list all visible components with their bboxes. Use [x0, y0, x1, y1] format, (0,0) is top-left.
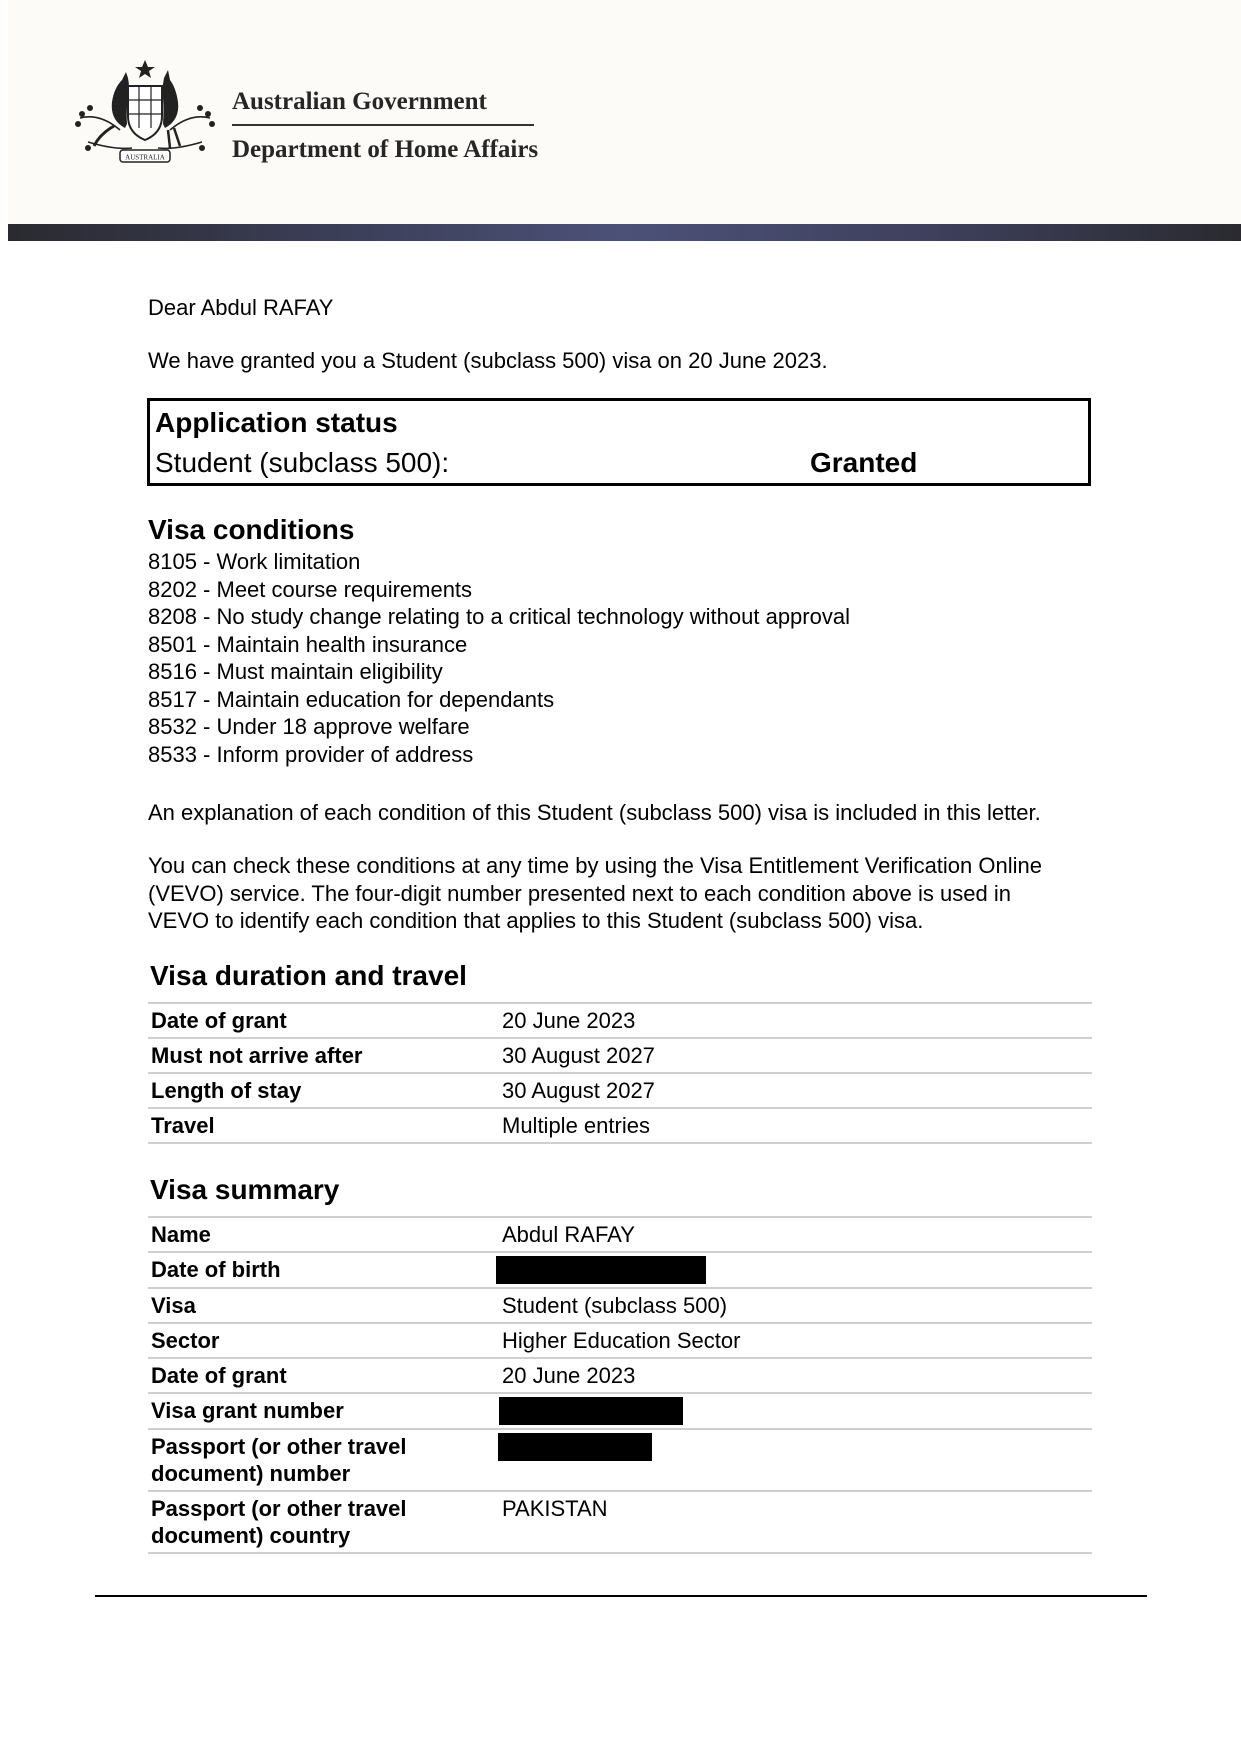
- row-label: Date of grant: [148, 1358, 499, 1393]
- application-status-label: Student (subclass 500):: [155, 447, 450, 478]
- row-label: Name: [148, 1217, 499, 1252]
- row-label: Date of birth: [148, 1252, 499, 1288]
- redaction-block: [499, 1397, 683, 1425]
- table-row: [148, 1217, 1092, 1252]
- table-row: [148, 1323, 1092, 1358]
- condition-item: 8202 - Meet course requirements: [148, 576, 473, 602]
- condition-item: 8517 - Maintain education for dependants: [148, 686, 555, 712]
- row-label: Passport (or other travel document) number: [148, 1429, 499, 1491]
- row-value: 20 June 2023: [499, 1003, 1092, 1038]
- table-row: [148, 1358, 1092, 1393]
- row-label: Visa: [148, 1288, 499, 1323]
- condition-item: 8516 - Must maintain eligibility: [148, 659, 443, 684]
- table-row: [148, 1288, 1092, 1323]
- footer-divider: [95, 1595, 1147, 1597]
- condition-item: 8501 - Maintain health insurance: [148, 631, 468, 657]
- application-status-box: [147, 398, 1091, 486]
- row-value: Student (subclass 500): [499, 1288, 1092, 1323]
- row-label: Must not arrive after: [148, 1038, 499, 1073]
- row-label: Travel: [148, 1108, 499, 1143]
- table-row: [148, 1491, 1092, 1553]
- table-row: [148, 1108, 1092, 1143]
- condition-item: 8105 - Work limitation: [148, 549, 361, 574]
- department-name: Department of Home Affairs: [232, 136, 539, 163]
- header-band: [8, 224, 1241, 241]
- visa-summary-table: [148, 1216, 1092, 1554]
- table-row: [148, 1003, 1092, 1038]
- table-row: [148, 1038, 1092, 1073]
- government-name: Australian Government: [232, 88, 487, 115]
- letterhead-divider: [232, 124, 534, 126]
- condition-item: 8208 - No study change relating to a critical technology without approval: [148, 604, 850, 629]
- row-label: Sector: [148, 1323, 499, 1358]
- table-row: [148, 1073, 1092, 1108]
- commonwealth-coat-of-arms-icon: [70, 58, 220, 170]
- salutation: Dear Abdul RAFAY: [148, 295, 334, 320]
- application-status-value: Granted: [810, 447, 918, 478]
- row-label: Length of stay: [148, 1073, 499, 1108]
- redaction-block: [498, 1433, 652, 1461]
- row-label: Date of grant: [148, 1003, 499, 1038]
- visa-conditions-list: [148, 548, 850, 768]
- row-label: Passport (or other travel document) country: [148, 1491, 499, 1553]
- condition-item: 8532 - Under 18 approve welfare: [148, 714, 470, 739]
- application-status-title: Application status: [155, 407, 398, 438]
- row-value: 20 June 2023: [499, 1358, 1092, 1393]
- table-row: [148, 1252, 1092, 1288]
- table-row: [148, 1429, 1092, 1491]
- row-value: 30 August 2027: [499, 1073, 1092, 1108]
- table-row: [148, 1393, 1092, 1429]
- grant-intro: We have granted you a Student (subclass 500) visa on 20 June 2023.: [148, 348, 828, 373]
- row-value: PAKISTAN: [499, 1491, 1092, 1553]
- visa-summary-title: Visa summary: [150, 1174, 340, 1205]
- conditions-explanation: An explanation of each condition of this Student (subclass 500) visa is included in this letter.: [148, 800, 1041, 825]
- duration-travel-title: Visa duration and travel: [150, 960, 467, 991]
- vevo-paragraph: You can check these conditions at any time by using the Visa Entitlement Verification Online (VEVO) service. The four-digit number presented next to each condition above is used in VEVO to identify each condition that applies to this Student (subclass 500) visa.: [148, 853, 1042, 933]
- row-value: 30 August 2027: [499, 1038, 1092, 1073]
- row-label: Visa grant number: [148, 1393, 499, 1429]
- row-value: Higher Education Sector: [499, 1323, 1092, 1358]
- row-value: Multiple entries: [499, 1108, 1092, 1143]
- redaction-block: [496, 1256, 706, 1284]
- visa-conditions-title: Visa conditions: [148, 514, 355, 545]
- condition-item: 8533 - Inform provider of address: [148, 741, 474, 767]
- duration-travel-table: [148, 1002, 1092, 1144]
- row-value: Abdul RAFAY: [499, 1217, 1092, 1252]
- svg-text:AUSTRALIA: AUSTRALIA: [125, 153, 165, 162]
